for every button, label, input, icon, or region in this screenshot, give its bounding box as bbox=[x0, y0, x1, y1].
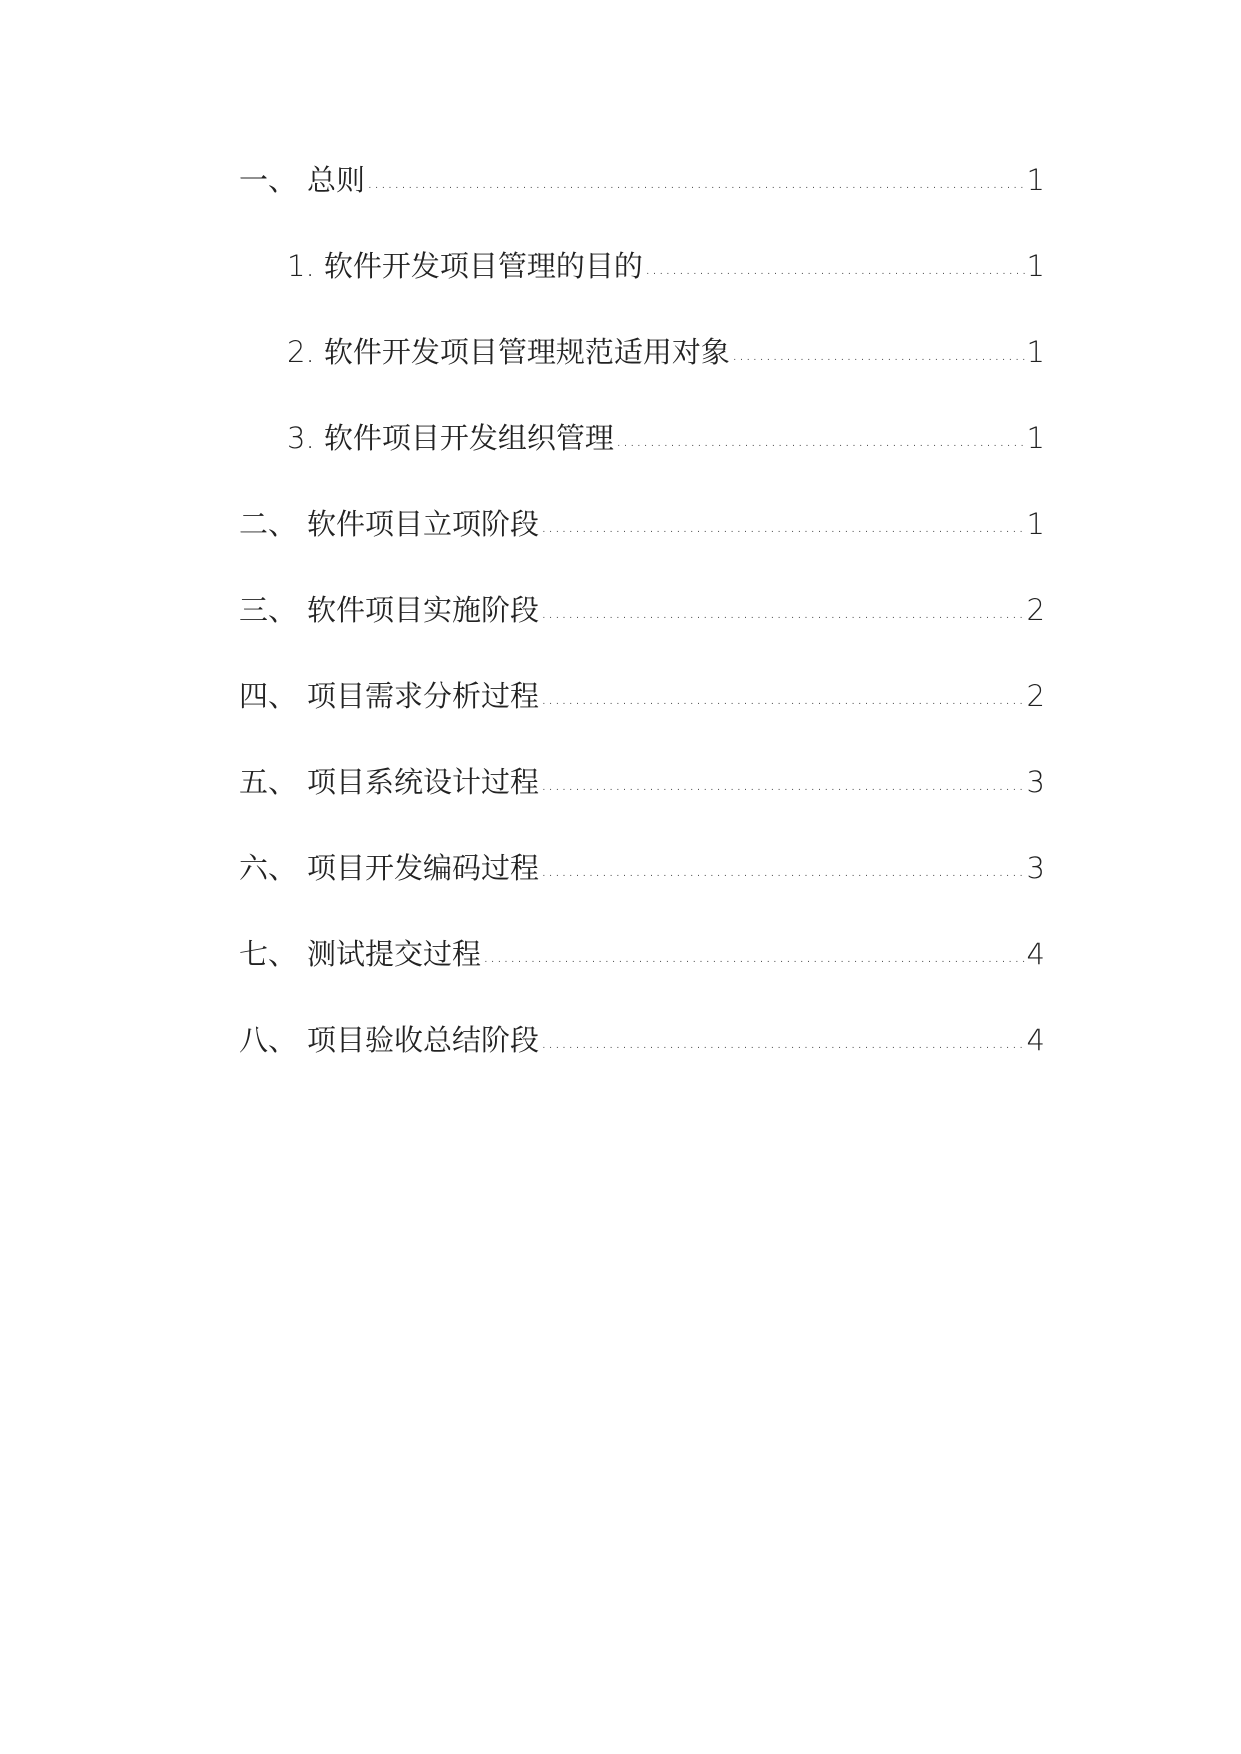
toc-entry-number: 二、 bbox=[239, 507, 298, 541]
toc-entry-page: 1 bbox=[1026, 335, 1045, 369]
dot-leader bbox=[616, 430, 1025, 451]
toc-entry-implementation[interactable] bbox=[239, 588, 1045, 674]
dot-leader bbox=[483, 946, 1025, 967]
toc-entry-title: 项目开发编码过程 bbox=[307, 851, 540, 885]
dot-leader bbox=[541, 688, 1025, 709]
toc-entry-testing[interactable] bbox=[239, 932, 1045, 1018]
toc-entry-number: 八、 bbox=[239, 1023, 298, 1057]
toc-subentry-purpose[interactable] bbox=[239, 244, 1045, 330]
toc-entry-page: 1 bbox=[1026, 249, 1045, 283]
toc-entry-number: 七、 bbox=[239, 937, 298, 971]
toc-entry-title: 3. 软件项目开发组织管理 bbox=[287, 421, 614, 455]
toc-entry-page: 2 bbox=[1026, 593, 1045, 627]
toc-entry-page: 3 bbox=[1026, 765, 1045, 799]
toc-entry-design[interactable] bbox=[239, 760, 1045, 846]
toc-entry-number: 三、 bbox=[239, 593, 298, 627]
dot-leader bbox=[645, 258, 1025, 279]
dot-leader bbox=[541, 602, 1025, 623]
toc-entry-initiation[interactable] bbox=[239, 502, 1045, 588]
toc-entry-page: 4 bbox=[1026, 937, 1045, 971]
toc-entry-title: 总则 bbox=[307, 163, 366, 197]
toc-entry-number: 一、 bbox=[239, 163, 298, 197]
dot-leader bbox=[367, 172, 1025, 193]
toc-entry-page: 1 bbox=[1026, 421, 1045, 455]
toc-entry-page: 2 bbox=[1026, 679, 1045, 713]
toc-entry-coding[interactable] bbox=[239, 846, 1045, 932]
dot-leader bbox=[541, 1032, 1025, 1053]
toc-subentry-organization[interactable] bbox=[239, 416, 1045, 502]
toc-entry-title: 1. 软件开发项目管理的目的 bbox=[287, 249, 643, 283]
toc-entry-page: 1 bbox=[1026, 163, 1045, 197]
toc-entry-title: 测试提交过程 bbox=[307, 937, 482, 971]
toc-entry-general[interactable] bbox=[239, 158, 1045, 244]
toc-entry-title: 项目系统设计过程 bbox=[307, 765, 540, 799]
toc-entry-number: 六、 bbox=[239, 851, 298, 885]
toc-entry-acceptance[interactable] bbox=[239, 1018, 1045, 1104]
toc-entry-title: 软件项目实施阶段 bbox=[307, 593, 540, 627]
toc-entry-number: 五、 bbox=[239, 765, 298, 799]
table-of-contents bbox=[239, 158, 1045, 1104]
toc-subentry-scope[interactable] bbox=[239, 330, 1045, 416]
dot-leader bbox=[541, 516, 1025, 537]
toc-entry-title: 软件项目立项阶段 bbox=[307, 507, 540, 541]
toc-entry-title: 项目需求分析过程 bbox=[307, 679, 540, 713]
dot-leader bbox=[732, 344, 1025, 365]
toc-entry-page: 4 bbox=[1026, 1023, 1045, 1057]
toc-entry-requirements[interactable] bbox=[239, 674, 1045, 760]
toc-entry-title: 2. 软件开发项目管理规范适用对象 bbox=[287, 335, 730, 369]
toc-entry-title: 项目验收总结阶段 bbox=[307, 1023, 540, 1057]
dot-leader bbox=[541, 774, 1025, 795]
dot-leader bbox=[541, 860, 1025, 881]
toc-entry-page: 1 bbox=[1026, 507, 1045, 541]
toc-entry-page: 3 bbox=[1026, 851, 1045, 885]
toc-entry-number: 四、 bbox=[239, 679, 298, 713]
